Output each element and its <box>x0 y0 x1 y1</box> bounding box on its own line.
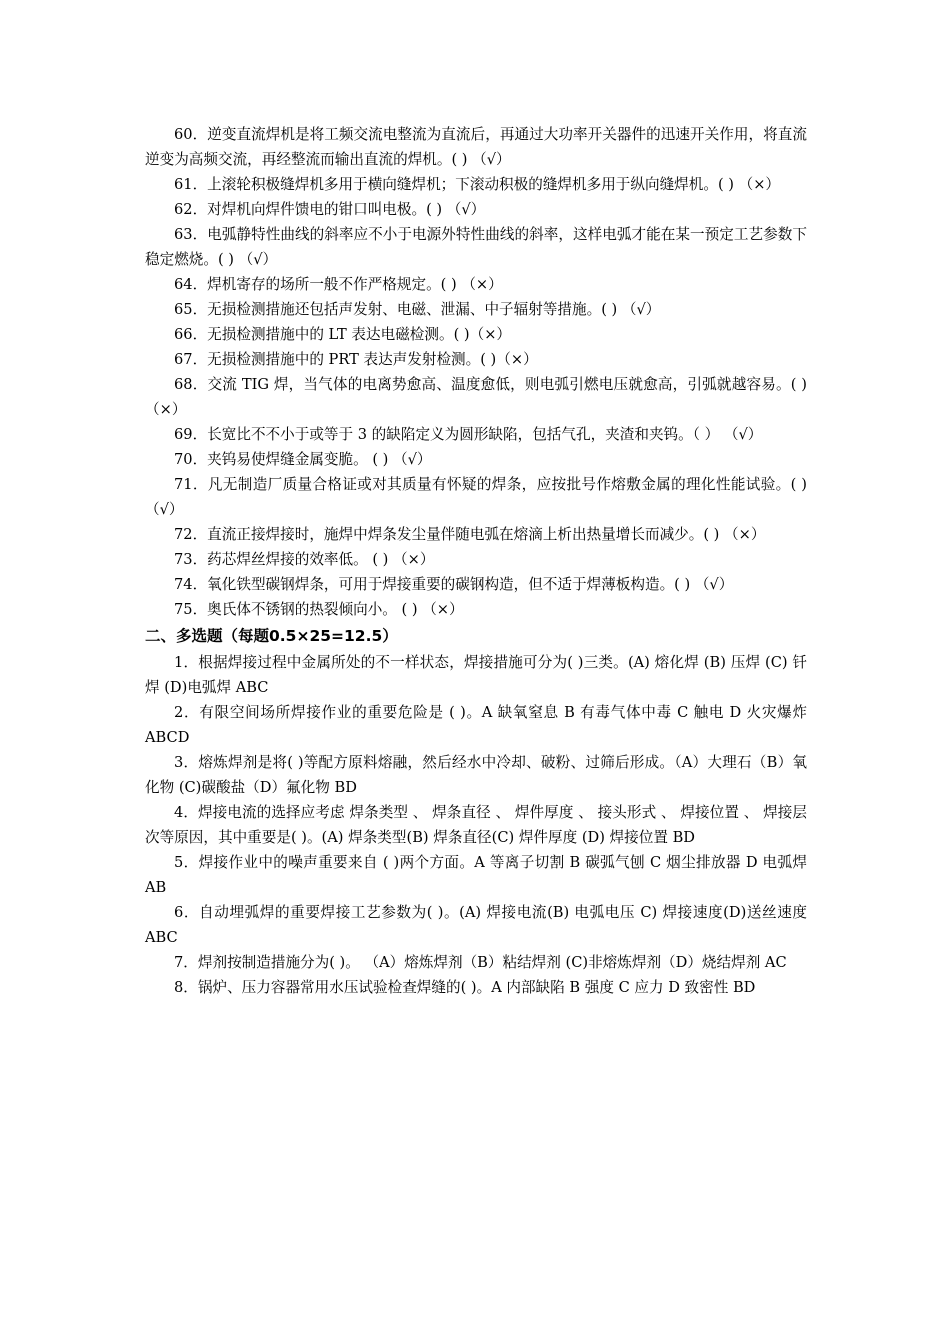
true-false-section <box>145 122 807 622</box>
mc-question-1: 1．根据焊接过程中金属所处的不一样状态，焊接措施可分为( )三类。(A) 熔化焊 (B) 压焊 (C) 钎焊 (D)电弧焊 ABC <box>145 654 807 696</box>
mc-question-6: 6．自动埋弧焊的重要焊接工艺参数为( )。(A) 焊接电流(B) 电弧电压 C) 焊接速度(D)送丝速度 ABC <box>145 904 807 946</box>
question-63: 63．电弧静特性曲线的斜率应不小于电源外特性曲线的斜率，这样电弧才能在某一预定工艺参数下稳定燃烧。( ) （√） <box>145 226 807 268</box>
mc-question-5: 5．焊接作业中的噪声重要来自 ( )两个方面。A 等离子切割 B 碳弧气刨 C 烟尘排放器 D 电弧焊 AB <box>145 854 807 896</box>
question-73: 73．药芯焊丝焊接的效率低。 ( ) （×） <box>174 551 435 568</box>
question-68: 68．交流 TIG 焊，当气体的电离势愈高、温度愈低，则电弧引燃电压就愈高，引弧就越容易。( ) （×） <box>145 376 807 418</box>
mc-question-3: 3．熔炼焊剂是将( )等配方原料熔融，然后经水中冷却、破粉、过筛后形成。（A）大理石（B）氧化物 (C)碳酸盐（D）氟化物 BD <box>145 754 807 796</box>
question-74: 74．氧化铁型碳钢焊条，可用于焊接重要的碳钢构造，但不适于焊薄板构造。( ) （√） <box>174 576 734 593</box>
mc-question-2: 2．有限空间场所焊接作业的重要危险是 ( )。A 缺氧窒息 B 有毒气体中毒 C 触电 D 火灾爆炸 ABCD <box>145 704 807 746</box>
question-60: 60．逆变直流焊机是将工频交流电整流为直流后，再通过大功率开关器件的迅速开关作用，将直流逆变为高频交流，再经整流而输出直流的焊机。( ) （√） <box>145 126 807 168</box>
mc-question-7: 7．焊剂按制造措施分为( )。 （A）熔炼焊剂（B）粘结焊剂 (C)非熔炼焊剂（D）烧结焊剂 AC <box>174 954 787 971</box>
question-65: 65．无损检测措施还包括声发射、电磁、泄漏、中子辐射等措施。( ) （√） <box>174 301 661 318</box>
question-64: 64．焊机寄存的场所一般不作严格规定。( ) （×） <box>174 276 503 293</box>
document-body <box>145 122 807 1000</box>
question-62: 62．对焊机向焊件馈电的钳口叫电极。( ) （√） <box>174 201 486 218</box>
question-72: 72．直流正接焊接时，施焊中焊条发尘量伴随电弧在熔滴上析出热量增长而减少。( ) （×） <box>174 526 766 543</box>
multiple-choice-section <box>145 650 807 1000</box>
question-71: 71．凡无制造厂质量合格证或对其质量有怀疑的焊条，应按批号作熔敷金属的理化性能试验。( ) （√） <box>145 476 807 518</box>
mc-question-8: 8．锅炉、压力容器常用水压试验检查焊缝的( )。A 内部缺陷 B 强度 C 应力 D 致密性 BD <box>174 979 756 996</box>
question-67: 67．无损检测措施中的 PRT 表达声发射检测。( )（×） <box>174 351 538 368</box>
mc-question-4: 4．焊接电流的选择应考虑 焊条类型 、 焊条直径 、 焊件厚度 、 接头形式 、 焊接位置 、 焊接层次等原因，其中重要是( )。(A) 焊条类型(B) 焊条直径(C) 焊件厚度 (D) 焊接位置 BD <box>145 804 807 846</box>
question-69: 69．长宽比不不小于或等于 3 的缺陷定义为圆形缺陷，包括气孔，夹渣和夹钨。（ ） （√） <box>174 426 763 443</box>
question-66: 66．无损检测措施中的 LT 表达电磁检测。( )（×） <box>174 326 512 343</box>
question-75: 75．奥氏体不锈钢的热裂倾向小。 ( ) （×） <box>174 601 464 618</box>
question-70: 70．夹钨易使焊缝金属变脆。 ( ) （√） <box>174 451 432 468</box>
question-61: 61．上滚轮积极缝焊机多用于横向缝焊机；下滚动积极的缝焊机多用于纵向缝焊机。( ) （×） <box>174 176 781 193</box>
section-heading-multiple-choice: 二、多选题（每题0.5×25=12.5） <box>145 627 398 645</box>
